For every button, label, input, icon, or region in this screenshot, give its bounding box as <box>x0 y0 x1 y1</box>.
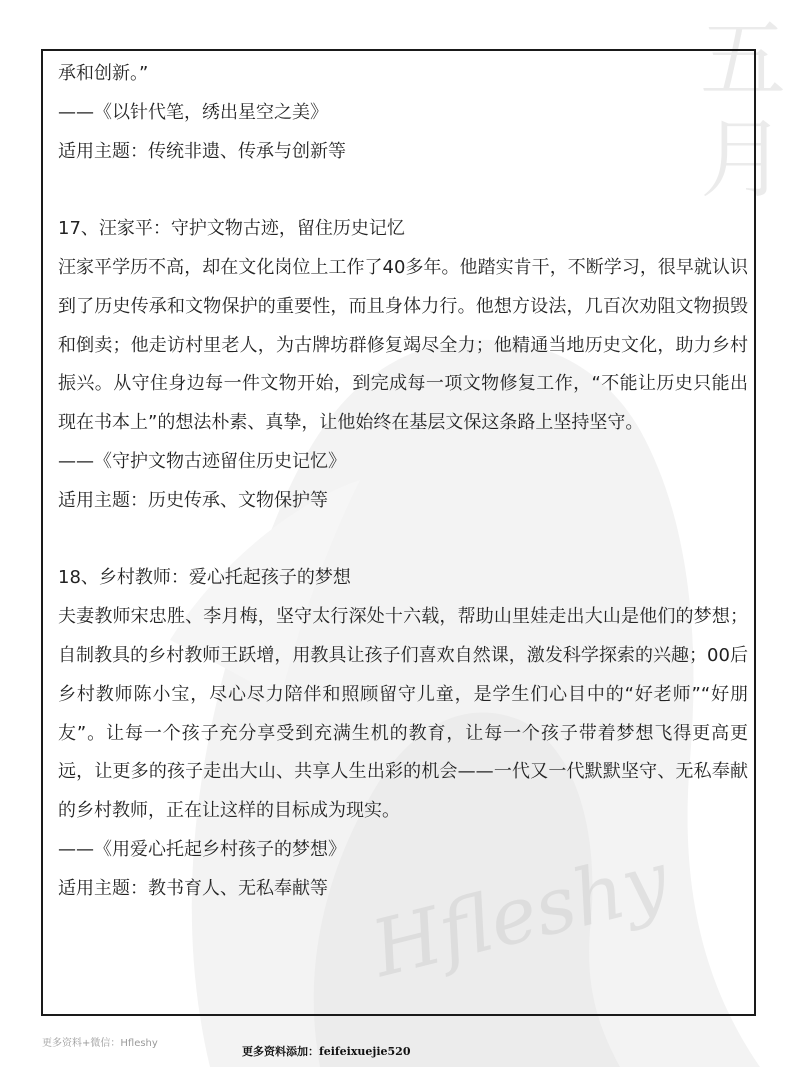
section-source: ——《守护文物古迹留住历史记忆》 <box>58 450 346 472</box>
section-source: ——《用爱心托起乡村孩子的梦想》 <box>58 838 346 860</box>
section-theme: 适用主题：历史传承、文物保护等 <box>58 489 328 511</box>
section-paragraph: 承和创新。” <box>58 63 149 84</box>
section-paragraph: 夫妻教师宋忠胜、李月梅，坚守太行深处十六载，帮助山里娃走出大山是他们的梦想；自制教具的乡村教师王跃增，用教具让孩子们喜欢自然课，激发科学探索的兴趣；00后乡村教师陈小宝，尽心尽力陪伴和照顾留守儿童，是学生们心目中的“好老师”“好朋友”。让每一个孩子充分享受到充满生机的教育，让每一个孩子带着梦想飞得更高更远，让更多的孩子走出大山、共享人生出彩的机会——一代又一代默默坚守、无私奉献的乡村教师，正在让这样的目标成为现实。 <box>58 606 748 822</box>
section-17 <box>58 210 748 520</box>
document-body <box>58 55 748 909</box>
footer-contact-note: 更多资料+微信：Hfleshy <box>42 1038 158 1049</box>
section-source: ——《以针代笔，绣出星空之美》 <box>58 101 328 123</box>
section-title: 17、汪家平：守护文物古迹，留住历史记忆 <box>58 218 405 240</box>
month-watermark-char: 月 <box>700 110 786 210</box>
month-watermark-char: 五 <box>700 10 786 110</box>
section-gap <box>58 521 748 560</box>
section-title: 18、乡村教师：爱心托起孩子的梦想 <box>58 567 351 589</box>
section-18 <box>58 559 748 908</box>
section-paragraph: 汪家平学历不高，却在文化岗位上工作了40多年。他踏实肯干，不断学习，很早就认识到了历史传承和文物保护的重要性，而且身体力行。他想方设法，几百次劝阻文物损毁和倒卖；他走访村里老人，为古牌坊群修复竭尽全力；他精通当地历史文化，助力乡村振兴。从守住身边每一件文物开始，到完成每一项文物修复工作，“不能让历史只能出现在书本上”的想法朴素、真挚，让他始终在基层文保这条路上坚持坚守。 <box>58 256 748 434</box>
script-watermark: Hfleshy <box>363 834 677 996</box>
section-gap <box>58 171 748 210</box>
section-continuation <box>58 55 748 171</box>
section-theme: 适用主题：传统非遗、传承与创新等 <box>58 140 346 162</box>
section-theme: 适用主题：教书育人、无私奉献等 <box>58 877 328 899</box>
footer-promo-note: 更多资料添加：feifeixuejie520 <box>242 1045 411 1058</box>
